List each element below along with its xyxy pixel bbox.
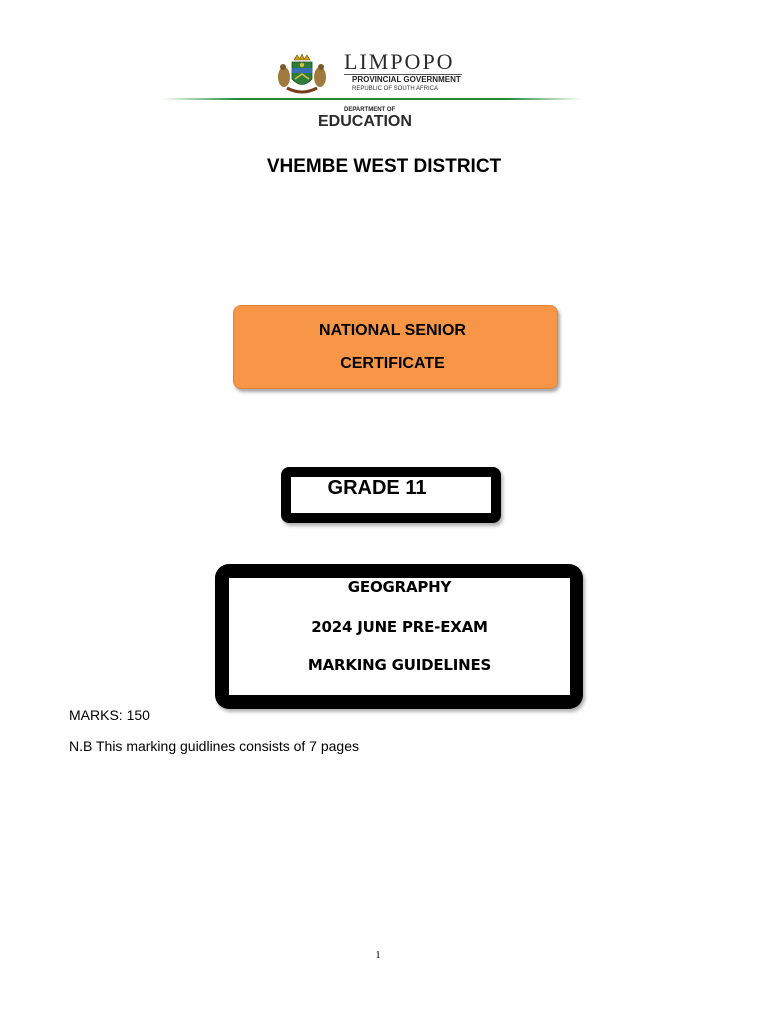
certificate-box — [233, 305, 558, 389]
district-title: VHEMBE WEST DISTRICT — [266, 156, 502, 177]
subject-name: GEOGRAPHY — [347, 578, 452, 596]
certificate-line-2: CERTIFICATE — [340, 354, 445, 372]
document-type: MARKING GUIDELINES — [307, 656, 492, 674]
country-label: REPUBLIC OF SOUTH AFRICA — [352, 86, 439, 92]
coat-of-arms-icon — [276, 52, 328, 96]
total-marks: MARKS: 150 — [69, 707, 150, 723]
letterhead-rule — [162, 98, 582, 100]
certificate-line-1: NATIONAL SENIOR — [319, 321, 466, 339]
department-name: EDUCATION — [318, 113, 412, 130]
subject-box — [215, 564, 583, 709]
page-count-note: N.B This marking guidlines consists of 7 pages — [69, 738, 359, 754]
grade-label: GRADE 11 — [327, 477, 427, 499]
province-name: LIMPOPO — [344, 49, 455, 74]
letterhead — [90, 40, 650, 140]
department-of-label: DEPARTMENT OF — [344, 107, 396, 113]
exam-title: 2024 JUNE PRE-EXAM — [311, 618, 488, 636]
page-number: 1 — [375, 949, 381, 961]
provincial-government-label: PROVINCIAL GOVERNMENT — [352, 75, 461, 84]
grade-box — [281, 467, 501, 523]
